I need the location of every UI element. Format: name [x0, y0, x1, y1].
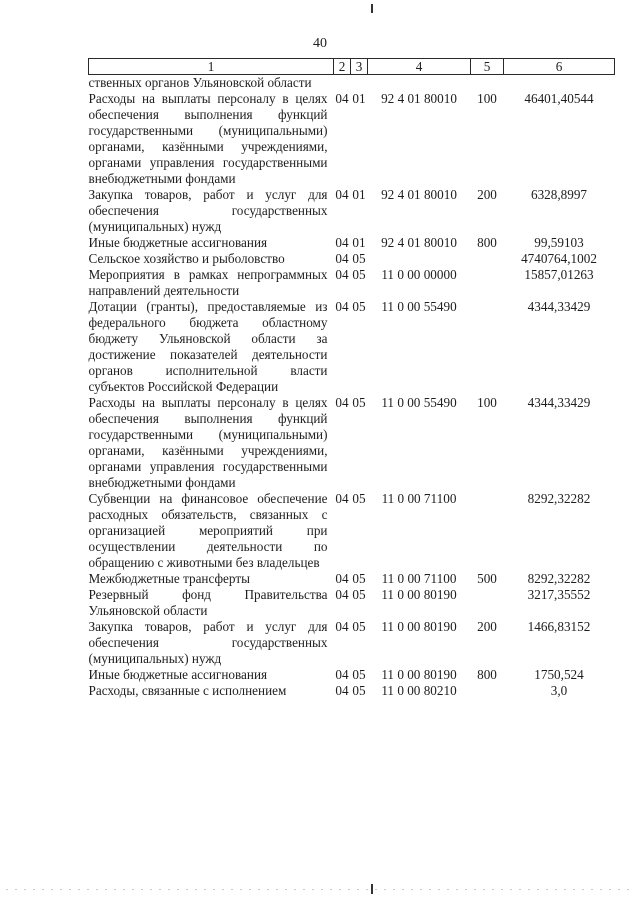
row-target-article-code — [368, 75, 471, 92]
row-target-article-code: 92 4 01 80010 — [381, 235, 457, 250]
scan-dot — [573, 889, 575, 890]
scan-dot — [465, 889, 467, 890]
scan-dot — [501, 889, 503, 890]
scan-dot — [24, 889, 26, 890]
row-subsection-code: 05 — [352, 619, 366, 634]
row-target-article-code: 11 0 00 71100 — [381, 491, 457, 506]
table-row — [89, 491, 615, 571]
row-expense-type-code: 200 — [477, 619, 497, 634]
table-header-row — [89, 59, 615, 75]
scan-dot — [510, 889, 512, 890]
table-row — [89, 683, 615, 699]
scan-dot — [105, 889, 107, 890]
row-target-article-code: 11 0 00 00000 — [381, 267, 457, 282]
row-name: Резервный фонд Правительства Ульяновской области — [88, 587, 328, 618]
row-name: Закупка товаров, работ и услуг для обеспечения государственных (муниципальных) нужд — [88, 187, 328, 234]
header-col-5: 5 — [471, 59, 504, 75]
scan-dot — [159, 889, 161, 890]
scan-dot — [474, 889, 476, 890]
row-section-code: 04 — [335, 235, 349, 250]
row-subsection-code: 05 — [352, 395, 366, 410]
scan-dot — [15, 889, 17, 890]
table-row — [89, 571, 615, 587]
scan-dot — [204, 889, 206, 890]
row-target-article-code: 92 4 01 80010 — [381, 91, 457, 106]
row-subsection-code: 01 — [352, 91, 366, 106]
scan-dot — [384, 889, 386, 890]
scan-dot — [456, 889, 458, 890]
scan-dot — [447, 889, 449, 890]
header-col-6: 6 — [504, 59, 615, 75]
scan-dot — [429, 889, 431, 890]
row-expense-type-code: 200 — [477, 187, 497, 202]
scan-dot — [114, 889, 116, 890]
scan-dot — [258, 889, 260, 890]
row-name: Расходы на выплаты персоналу в целях обеспечения выполнения функций государственными (муниципальными) органами, казёнными учреждениями, органами управления государственными внебюджетными фондами — [88, 91, 328, 186]
scan-dot — [186, 889, 188, 890]
table-row — [89, 667, 615, 683]
row-expense-type-code: 800 — [477, 667, 497, 682]
row-name: Расходы на выплаты персоналу в целях обеспечения выполнения функций государственными (муниципальными) органами, казёнными учреждениями, органами управления государственными внебюджетными фондами — [88, 395, 328, 490]
scan-dot — [546, 889, 548, 890]
row-expense-type-code — [471, 683, 504, 699]
row-name: Субвенции на финансовое обеспечение расходных обязательств, связанных с организацией мероприятий при осуществлении деятельности по обращению с животными без владельцев — [88, 491, 328, 570]
row-section-code: 04 — [335, 491, 349, 506]
row-amount: 99,59103 — [534, 235, 584, 250]
row-amount: 4740764,1002 — [521, 251, 597, 266]
scan-dot — [222, 889, 224, 890]
scan-dot — [627, 889, 629, 890]
scan-dot — [348, 889, 350, 890]
row-target-article-code: 11 0 00 71100 — [381, 571, 457, 586]
header-col-1: 1 — [89, 59, 334, 75]
scan-dot — [240, 889, 242, 890]
scan-dot — [555, 889, 557, 890]
scan-dot — [132, 889, 134, 890]
scan-dot — [285, 889, 287, 890]
table-row — [89, 395, 615, 491]
scan-dot — [393, 889, 395, 890]
scan-dot — [150, 889, 152, 890]
row-section-code: 04 — [335, 683, 349, 698]
row-name: Дотации (гранты), предоставляемые из федерального бюджета областному бюджету Ульяновской области за достижение показателей деятельности органов исполнительной власти субъектов Российской Федерации — [88, 299, 328, 394]
scan-dot — [276, 889, 278, 890]
row-expense-type-code — [471, 587, 504, 619]
table-row — [89, 619, 615, 667]
scan-dot — [483, 889, 485, 890]
scan-dot — [591, 889, 593, 890]
scan-dot — [600, 889, 602, 890]
scan-dot — [195, 889, 197, 890]
row-section-code: 04 — [335, 587, 349, 602]
row-section-code: 04 — [335, 299, 349, 314]
row-expense-type-code — [471, 251, 504, 267]
row-amount: 8292,32282 — [527, 491, 591, 506]
row-expense-type-code: 500 — [477, 571, 497, 586]
row-name: Иные бюджетные ассигнования — [88, 235, 268, 250]
row-subsection-code: 05 — [352, 267, 366, 282]
scan-dot — [213, 889, 215, 890]
row-expense-type-code — [471, 299, 504, 395]
scan-dot — [420, 889, 422, 890]
row-name: Межбюджетные трансферты — [88, 571, 250, 586]
row-section-code: 04 — [335, 571, 349, 586]
scan-dot — [123, 889, 125, 890]
row-subsection-code: 05 — [352, 683, 366, 698]
row-section-code: 04 — [335, 251, 349, 266]
row-target-article-code: 11 0 00 80190 — [381, 587, 457, 602]
row-amount: 6328,8997 — [530, 187, 588, 202]
scan-dot — [618, 889, 620, 890]
scan-dot — [267, 889, 269, 890]
scan-dot — [330, 889, 332, 890]
row-name: Сельское хозяйство и рыболовство — [88, 251, 285, 266]
scan-dot — [60, 889, 62, 890]
scan-dot — [141, 889, 143, 890]
scan-dot — [438, 889, 440, 890]
scan-dot — [321, 889, 323, 890]
table-row — [89, 235, 615, 251]
row-target-article-code: 11 0 00 80190 — [381, 667, 457, 682]
row-subsection-code: 05 — [352, 299, 366, 314]
table-row — [89, 267, 615, 299]
scan-dot — [411, 889, 413, 890]
row-name: Расходы, связанные с исполнением — [88, 683, 287, 698]
row-subsection-code — [351, 75, 368, 92]
scan-dot — [519, 889, 521, 890]
page-number: 40 — [313, 36, 327, 51]
row-target-article-code: 11 0 00 55490 — [381, 299, 457, 314]
row-section-code: 04 — [335, 91, 349, 106]
row-amount: 1466,83152 — [527, 619, 591, 634]
row-target-article-code: 11 0 00 55490 — [381, 395, 457, 410]
row-section-code: 04 — [335, 187, 349, 202]
row-amount: 46401,40544 — [524, 91, 594, 106]
row-subsection-code: 01 — [352, 235, 366, 250]
row-amount: 3,0 — [550, 683, 568, 698]
table-row — [89, 91, 615, 187]
row-expense-type-code: 800 — [477, 235, 497, 250]
row-name: ственных органов Ульяновской области — [88, 75, 312, 90]
row-target-article-code — [368, 251, 471, 267]
row-expense-type-code — [471, 75, 504, 92]
scan-dot — [69, 889, 71, 890]
scan-dot — [366, 889, 368, 890]
row-amount: 15857,01263 — [524, 267, 594, 282]
scan-dot — [402, 889, 404, 890]
scan-dot — [564, 889, 566, 890]
table-row — [89, 587, 615, 619]
table-row — [89, 187, 615, 235]
budget-table — [88, 58, 615, 699]
row-section-code: 04 — [335, 267, 349, 282]
row-expense-type-code: 100 — [477, 91, 497, 106]
scan-dot — [87, 889, 89, 890]
scan-dot — [168, 889, 170, 890]
row-amount: 4344,33429 — [527, 299, 591, 314]
scan-dot — [357, 889, 359, 890]
scan-dot — [609, 889, 611, 890]
row-subsection-code: 01 — [352, 187, 366, 202]
row-subsection-code: 05 — [352, 571, 366, 586]
row-name: Мероприятия в рамках непрограммных направлений деятельности — [88, 267, 328, 298]
row-amount: 4344,33429 — [527, 395, 591, 410]
row-section-code: 04 — [335, 667, 349, 682]
scan-dot — [42, 889, 44, 890]
scan-dot — [303, 889, 305, 890]
row-subsection-code: 05 — [352, 251, 366, 266]
row-target-article-code: 11 0 00 80190 — [381, 619, 457, 634]
scan-dot — [231, 889, 233, 890]
row-expense-type-code — [471, 491, 504, 571]
scan-dot — [528, 889, 530, 890]
header-col-3: 3 — [351, 59, 368, 75]
row-subsection-code: 05 — [352, 587, 366, 602]
top-scan-mark — [371, 4, 373, 13]
scan-dot — [582, 889, 584, 890]
row-name: Иные бюджетные ассигнования — [88, 667, 268, 682]
scan-dot — [375, 889, 377, 890]
row-expense-type-code: 100 — [477, 395, 497, 410]
table-row — [89, 251, 615, 267]
scan-dot — [78, 889, 80, 890]
bottom-dotted-artifact — [0, 889, 640, 891]
scan-dot — [537, 889, 539, 890]
row-amount: 1750,524 — [534, 667, 584, 682]
scan-dot — [339, 889, 341, 890]
header-col-2: 2 — [334, 59, 351, 75]
row-target-article-code: 92 4 01 80010 — [381, 187, 457, 202]
row-expense-type-code — [471, 267, 504, 299]
row-section-code — [334, 75, 351, 92]
row-section-code: 04 — [335, 395, 349, 410]
scan-dot — [96, 889, 98, 890]
budget-table-body — [89, 59, 615, 700]
scan-dot — [249, 889, 251, 890]
row-amount — [504, 75, 615, 92]
row-target-article-code: 11 0 00 80210 — [381, 683, 457, 698]
header-col-4: 4 — [368, 59, 471, 75]
row-section-code: 04 — [335, 619, 349, 634]
scan-dot — [6, 889, 8, 890]
table-row — [89, 75, 615, 92]
row-subsection-code: 05 — [352, 667, 366, 682]
scan-dot — [492, 889, 494, 890]
scan-dot — [33, 889, 35, 890]
scan-dot — [177, 889, 179, 890]
row-amount: 8292,32282 — [527, 571, 591, 586]
scan-dot — [51, 889, 53, 890]
scan-dot — [312, 889, 314, 890]
scan-dot — [294, 889, 296, 890]
row-subsection-code: 05 — [352, 491, 366, 506]
row-name: Закупка товаров, работ и услуг для обеспечения государственных (муниципальных) нужд — [88, 619, 328, 666]
table-row — [89, 299, 615, 395]
row-amount: 3217,35552 — [527, 587, 591, 602]
